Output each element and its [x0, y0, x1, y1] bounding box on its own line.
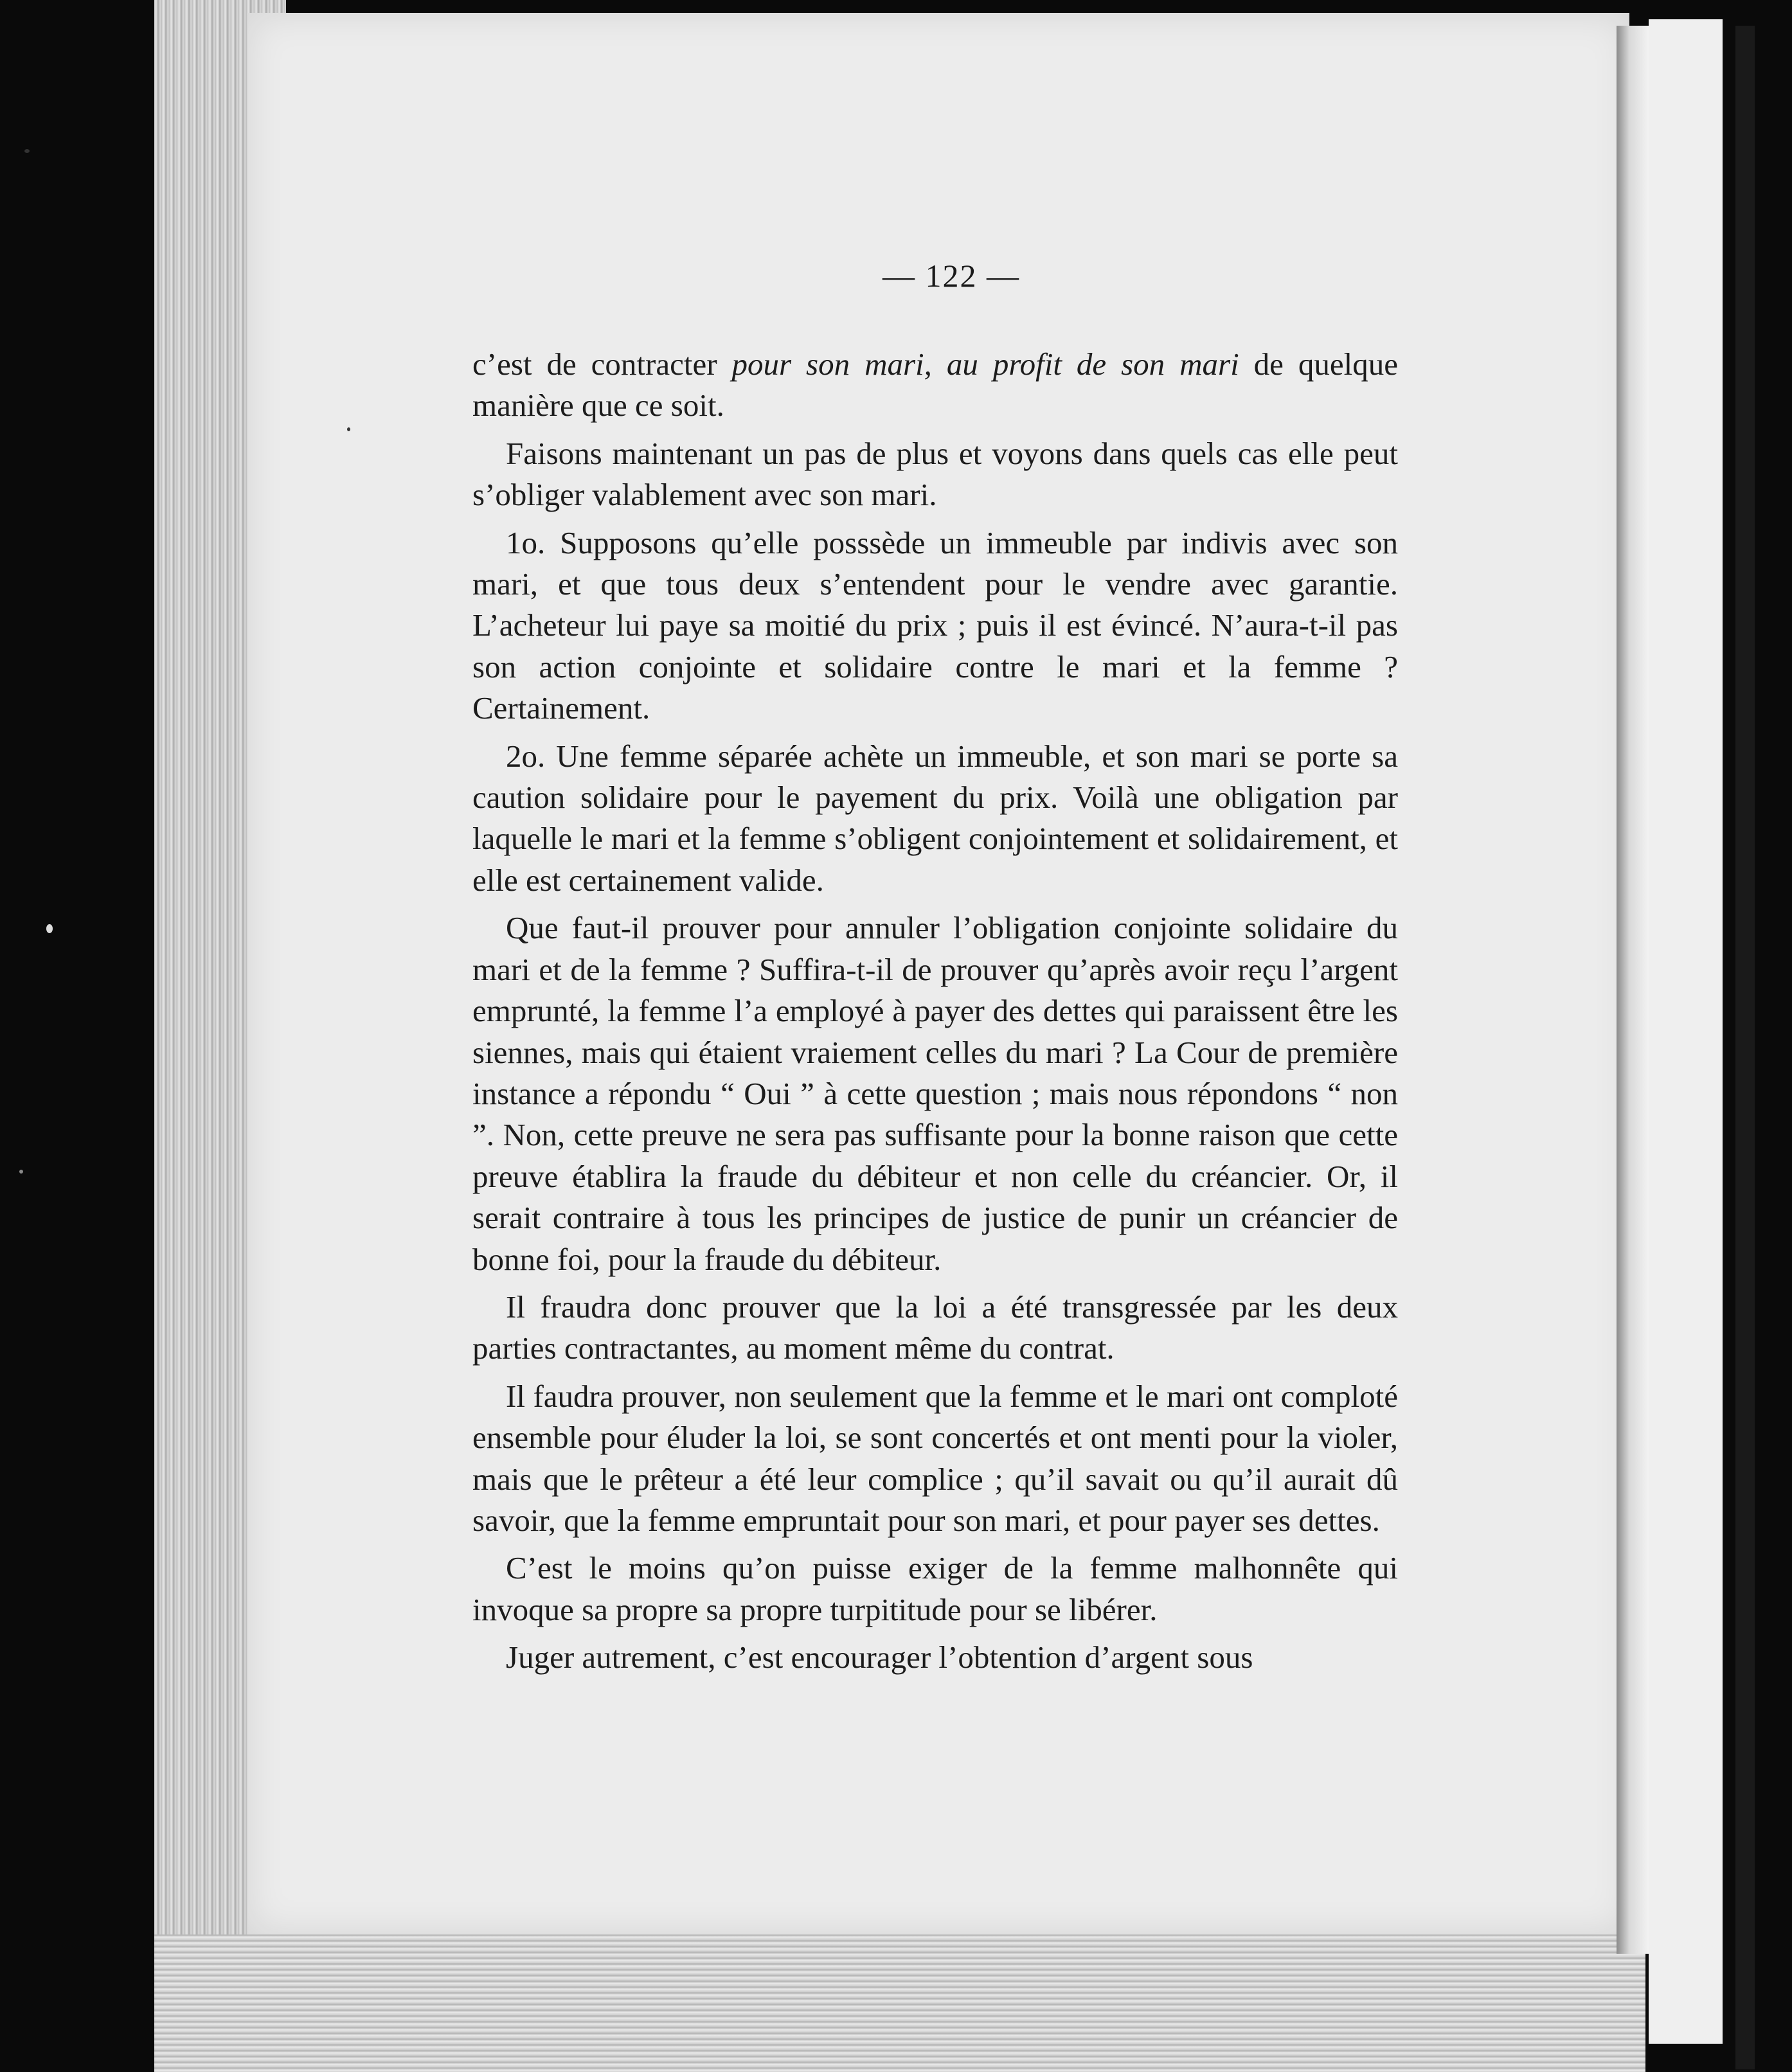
page-number: — 122 — — [883, 258, 1020, 294]
body-text — [472, 344, 1398, 1679]
paragraph-1-end: de quelque manière que ce soit. — [472, 346, 1399, 424]
scan-border-right — [1723, 0, 1792, 2072]
book-bottom-edges — [154, 1934, 1645, 2072]
paragraph-2: Faisons maintenant un pas de plus et voyons dans quels cas elle peut s’obliger valablement avec son mari. — [472, 435, 1398, 513]
paragraph-1-start: c’est de contracter — [472, 346, 732, 382]
paragraph-5: Que faut-il prouver pour annuler l’obligation conjointe solidaire du mari et de la femme ? Suffira-t-il de prouver qu’après avoir reçu l’argent emprunté, la femme l’a employé à payer des dettes qui paraissent être les siennes, mais qui étaient vraiement celles du mari ? La Cour de première instance a répondu “ Oui ” à cette question ; mais nous répondons “ non ”. Non, cette preuve ne sera pas suffisante pour la bonne raison que cette preuve établira la fraude du débiteur et non celle du créancier. Or, il serait contraire à tous les principes de justice de punir un créancier de bonne foi, pour la fraude du débiteur. — [472, 910, 1398, 1277]
scan-speck — [19, 1170, 23, 1174]
scan-speck — [46, 924, 53, 933]
facing-page-edge — [1649, 19, 1723, 2044]
paragraph-3: 1o. Supposons qu’elle posssède un immeuble par indivis avec son mari, et que tous deux s’entendent pour le vendre avec garantie. L’acheteur lui paye sa moitié du prix ; puis il est évincé. N’aura-t-il pas son action conjointe et solidaire contre le mari et la femme ? Certainement. — [472, 524, 1398, 726]
paragraph-8: C’est le moins qu’on puisse exiger de la femme malhonnête qui invoque sa propre sa propre turpititude pour se libérer. — [472, 1550, 1398, 1627]
italic-phrase: pour son mari, au profit de son mari — [731, 346, 1239, 382]
paragraph-9: Juger autrement, c’est encourager l’obtention d’argent sous — [506, 1639, 1253, 1675]
book-gutter — [1617, 26, 1649, 1954]
scan-border-line — [1735, 26, 1755, 2069]
paragraph-4: 2o. Une femme séparée achète un immeuble, et son mari se porte sa caution solidaire pour le payement du prix. Voilà une obligation par laquelle le mari et la femme s’obligent conjointement et solidairement, et elle est certainement valide. — [472, 738, 1398, 898]
paragraph-7: Il faudra prouver, non seulement que la femme et le mari ont comploté ensemble pour éluder la loi, se sont concertés et ont menti pour la violer, mais que le prêteur a été leur complice ; qu’il savait ou qu’il aurait dû savoir, que la femme empruntait pour son mari, et pour payer ses dettes. — [472, 1378, 1398, 1538]
paragraph-6: Il fraudra donc prouver que la loi a été transgressée par les deux parties contractantes, au moment même du contrat. — [472, 1289, 1398, 1366]
scan-speck — [24, 149, 30, 153]
page-speck — [347, 427, 350, 431]
paragraph-1 — [472, 344, 1398, 427]
